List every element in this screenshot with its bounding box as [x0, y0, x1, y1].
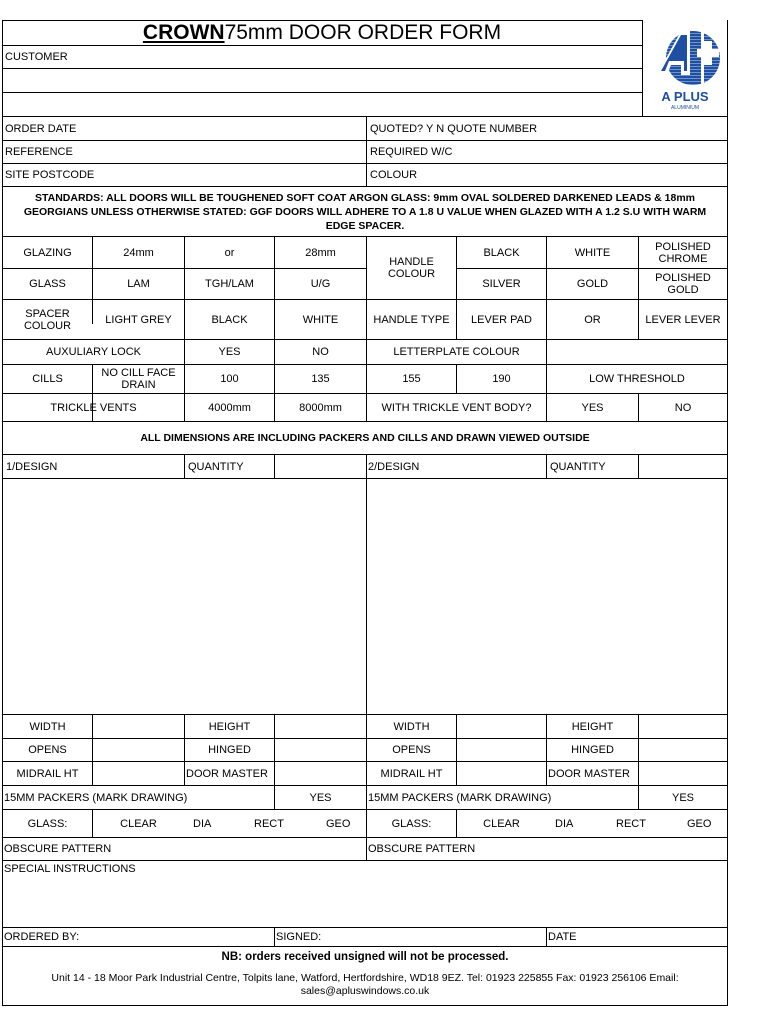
glazing-or-text: or	[224, 246, 235, 259]
required-wc-field[interactable]: REQUIRED W/C	[370, 146, 453, 158]
design-2-width-field[interactable]	[457, 715, 546, 738]
handle-polished-gold-option[interactable]: POLISHED GOLD	[655, 272, 711, 296]
design-2-width-label: WIDTH	[393, 720, 430, 733]
design-1-glass-geo-option[interactable]: GEO	[326, 817, 351, 830]
trickle-vent-body-label: WITH TRICKLE VENT BODY?	[381, 401, 532, 414]
design-1-quantity-field[interactable]	[275, 455, 366, 478]
auxiliary-lock-label: AUXULIARY LOCK	[46, 346, 141, 358]
design-2-hinged-label: HINGED	[571, 744, 614, 756]
handle-lever-lever-option[interactable]: LEVER LEVER	[645, 313, 721, 326]
glazing-24mm-option[interactable]: 24mm	[123, 246, 154, 259]
cill-135-option[interactable]: 135	[311, 373, 330, 385]
design-2-door-master-label: DOOR MASTER	[548, 767, 630, 780]
design-2-midrail-label: MIDRAIL HT	[380, 767, 443, 780]
low-threshold-option[interactable]: LOW THRESHOLD	[589, 373, 685, 385]
design-1-width-label: WIDTH	[29, 720, 66, 733]
design-2-opens-label: OPENS	[392, 744, 431, 756]
design-1-glass-label: GLASS:	[27, 817, 68, 830]
design-1-opens-label: OPENS	[28, 744, 67, 756]
handle-gold-option[interactable]: GOLD	[576, 278, 609, 290]
no-cill-face-drain-option[interactable]: NO CILL FACE DRAIN	[101, 367, 176, 391]
design-1-door-master-label: DOOR MASTER	[186, 767, 268, 780]
design-1-height-label: HEIGHT	[208, 720, 251, 733]
design-2-height-label: HEIGHT	[571, 720, 614, 733]
design-2-obscure-pattern-field[interactable]: OBSCURE PATTERN	[368, 843, 476, 855]
handle-black-option[interactable]: BLACK	[483, 246, 520, 259]
design-1-packers-yes-option[interactable]: YES	[309, 791, 332, 804]
design-1-hinged-field[interactable]	[275, 739, 366, 761]
design-1-drawing-area[interactable]	[3, 479, 366, 714]
design-2-packers-label: 15MM PACKERS (MARK DRAWING)	[368, 791, 552, 804]
design-1-glass-rect-option[interactable]: RECT	[254, 817, 284, 830]
trickle-8000mm-option[interactable]: 8000mm	[299, 401, 342, 414]
design-1-opens-field[interactable]	[93, 739, 184, 761]
logo-text: A PLUS	[661, 90, 709, 104]
design-1-glass-clear-option[interactable]: CLEAR	[120, 817, 157, 830]
design-1-midrail-field[interactable]	[93, 762, 184, 785]
quoted-field[interactable]: QUOTED? Y N QUOTE NUMBER	[370, 122, 538, 135]
design-2-hinged-field[interactable]	[639, 739, 727, 761]
glazing-label: GLAZING	[23, 246, 72, 259]
cills-label: CILLS	[32, 373, 63, 385]
handle-colour-label: HANDLE COLOUR	[387, 256, 436, 280]
company-address: Unit 14 - 18 Moor Park Industrial Centre, Tolpits lane, Watford, Hertfordshire, WD18 9EZ. Tel: 01923 225855 Fax: 01923 256106 Email: sales@apluswindows.co.uk	[51, 972, 679, 997]
special-instructions-field[interactable]: SPECIAL INSTRUCTIONS	[4, 863, 136, 875]
design-2-glass-label: GLASS:	[391, 817, 432, 830]
trickle-4000mm-option[interactable]: 4000mm	[208, 401, 251, 414]
design-1-hinged-label: HINGED	[208, 744, 251, 756]
reference-field[interactable]: REFERENCE	[5, 146, 73, 158]
design-2-label: 2/DESIGN	[368, 460, 420, 473]
design-1-label: 1/DESIGN	[6, 460, 58, 473]
cill-155-option[interactable]: 155	[402, 373, 421, 385]
handle-silver-option[interactable]: SILVER	[482, 278, 521, 290]
trickle-vents-label: TRICKLE VENTS	[50, 401, 137, 414]
spacer-colour-label: SPACER COLOUR	[23, 307, 72, 332]
glass-lam-option[interactable]: LAM	[127, 278, 150, 290]
handle-type-or-text: OR	[584, 313, 601, 326]
standards-notice: STANDARDS: ALL DOORS WILL BE TOUGHENED SOFT COAT ARGON GLASS: 9mm OVAL SOLDERED DARKENED LEADS & 18mm GEORGIANS UNLESS OTHERWISE STATED: GGF DOORS WILL ADHERE TO A 1.8 U VALUE WHEN GLAZED WITH A 1.2 S.U WITH WARM EDGE SPACER.	[23, 191, 707, 232]
design-1-glass-dia-option[interactable]: DIA	[193, 817, 212, 830]
cill-190-option[interactable]: 190	[492, 373, 511, 385]
handle-white-option[interactable]: WHITE	[574, 246, 611, 259]
handle-polished-chrome-option[interactable]: POLISHED CHROME	[655, 240, 711, 265]
colour-field[interactable]: COLOUR	[370, 169, 418, 181]
glass-ug-option[interactable]: U/G	[310, 278, 331, 290]
letterplate-colour-field[interactable]	[547, 340, 727, 364]
design-1-quantity-label: QUANTITY	[188, 460, 244, 473]
order-date-field[interactable]: ORDER DATE	[5, 122, 77, 135]
design-2-packers-yes-option[interactable]: YES	[671, 791, 694, 804]
ordered-by-field[interactable]: ORDERED BY:	[4, 931, 80, 943]
trickle-body-yes-option[interactable]: YES	[581, 401, 604, 414]
customer-line-3[interactable]	[2, 93, 642, 116]
a-plus-logo-icon	[643, 21, 727, 91]
customer-line-2[interactable]	[2, 69, 642, 92]
spacer-light-grey-option[interactable]: LIGHT GREY	[105, 313, 172, 326]
spacer-black-option[interactable]: BLACK	[211, 313, 248, 326]
dimensions-note: ALL DIMENSIONS ARE INCLUDING PACKERS AND CILLS AND DRAWN VIEWED OUTSIDE	[140, 432, 590, 444]
page-title: CROWN 75mm DOOR ORDER FORM	[142, 21, 502, 44]
design-2-quantity-field[interactable]	[639, 455, 727, 478]
design-2-glass-rect-option[interactable]: RECT	[616, 817, 646, 830]
handle-type-label: HANDLE TYPE	[373, 313, 450, 326]
company-logo	[643, 21, 727, 116]
glass-tgh-lam-option[interactable]: TGH/LAM	[205, 278, 254, 290]
design-1-height-field[interactable]	[275, 715, 366, 738]
design-2-quantity-label: QUANTITY	[550, 460, 606, 473]
design-1-packers-label: 15MM PACKERS (MARK DRAWING)	[4, 791, 188, 804]
spacer-white-option[interactable]: WHITE	[302, 313, 339, 326]
aux-lock-yes-option[interactable]: YES	[218, 346, 241, 358]
glass-label: GLASS	[29, 278, 66, 290]
design-2-height-field[interactable]	[639, 715, 727, 738]
design-2-glass-geo-option[interactable]: GEO	[687, 817, 712, 830]
design-2-drawing-area[interactable]	[367, 479, 727, 714]
unsigned-warning: NB: orders received unsigned will not be processed.	[221, 950, 509, 963]
design-2-opens-field[interactable]	[457, 739, 546, 761]
design-1-midrail-label: MIDRAIL HT	[16, 767, 79, 780]
design-2-midrail-field[interactable]	[457, 762, 546, 785]
signed-field[interactable]: SIGNED:	[276, 931, 322, 943]
glazing-28mm-option[interactable]: 28mm	[305, 246, 336, 259]
design-2-glass-clear-option[interactable]: CLEAR	[483, 817, 520, 830]
design-2-door-master-field[interactable]	[639, 762, 727, 785]
customer-label: CUSTOMER	[5, 51, 68, 63]
design-1-width-field[interactable]	[93, 715, 184, 738]
cill-100-option[interactable]: 100	[220, 373, 239, 385]
letterplate-colour-label: LETTERPLATE COLOUR	[393, 346, 520, 358]
handle-lever-pad-option[interactable]: LEVER PAD	[471, 313, 532, 326]
date-field[interactable]: DATE	[548, 931, 577, 943]
trickle-body-no-option[interactable]: NO	[674, 401, 692, 414]
aux-lock-no-option[interactable]: NO	[312, 346, 329, 358]
design-1-door-master-field[interactable]	[275, 762, 366, 785]
site-postcode-field[interactable]: SITE POSTCODE	[5, 169, 95, 181]
logo-subtext: ALUMINIUM	[670, 104, 700, 111]
design-1-obscure-pattern-field[interactable]: OBSCURE PATTERN	[4, 843, 112, 855]
design-2-glass-dia-option[interactable]: DIA	[555, 817, 574, 830]
